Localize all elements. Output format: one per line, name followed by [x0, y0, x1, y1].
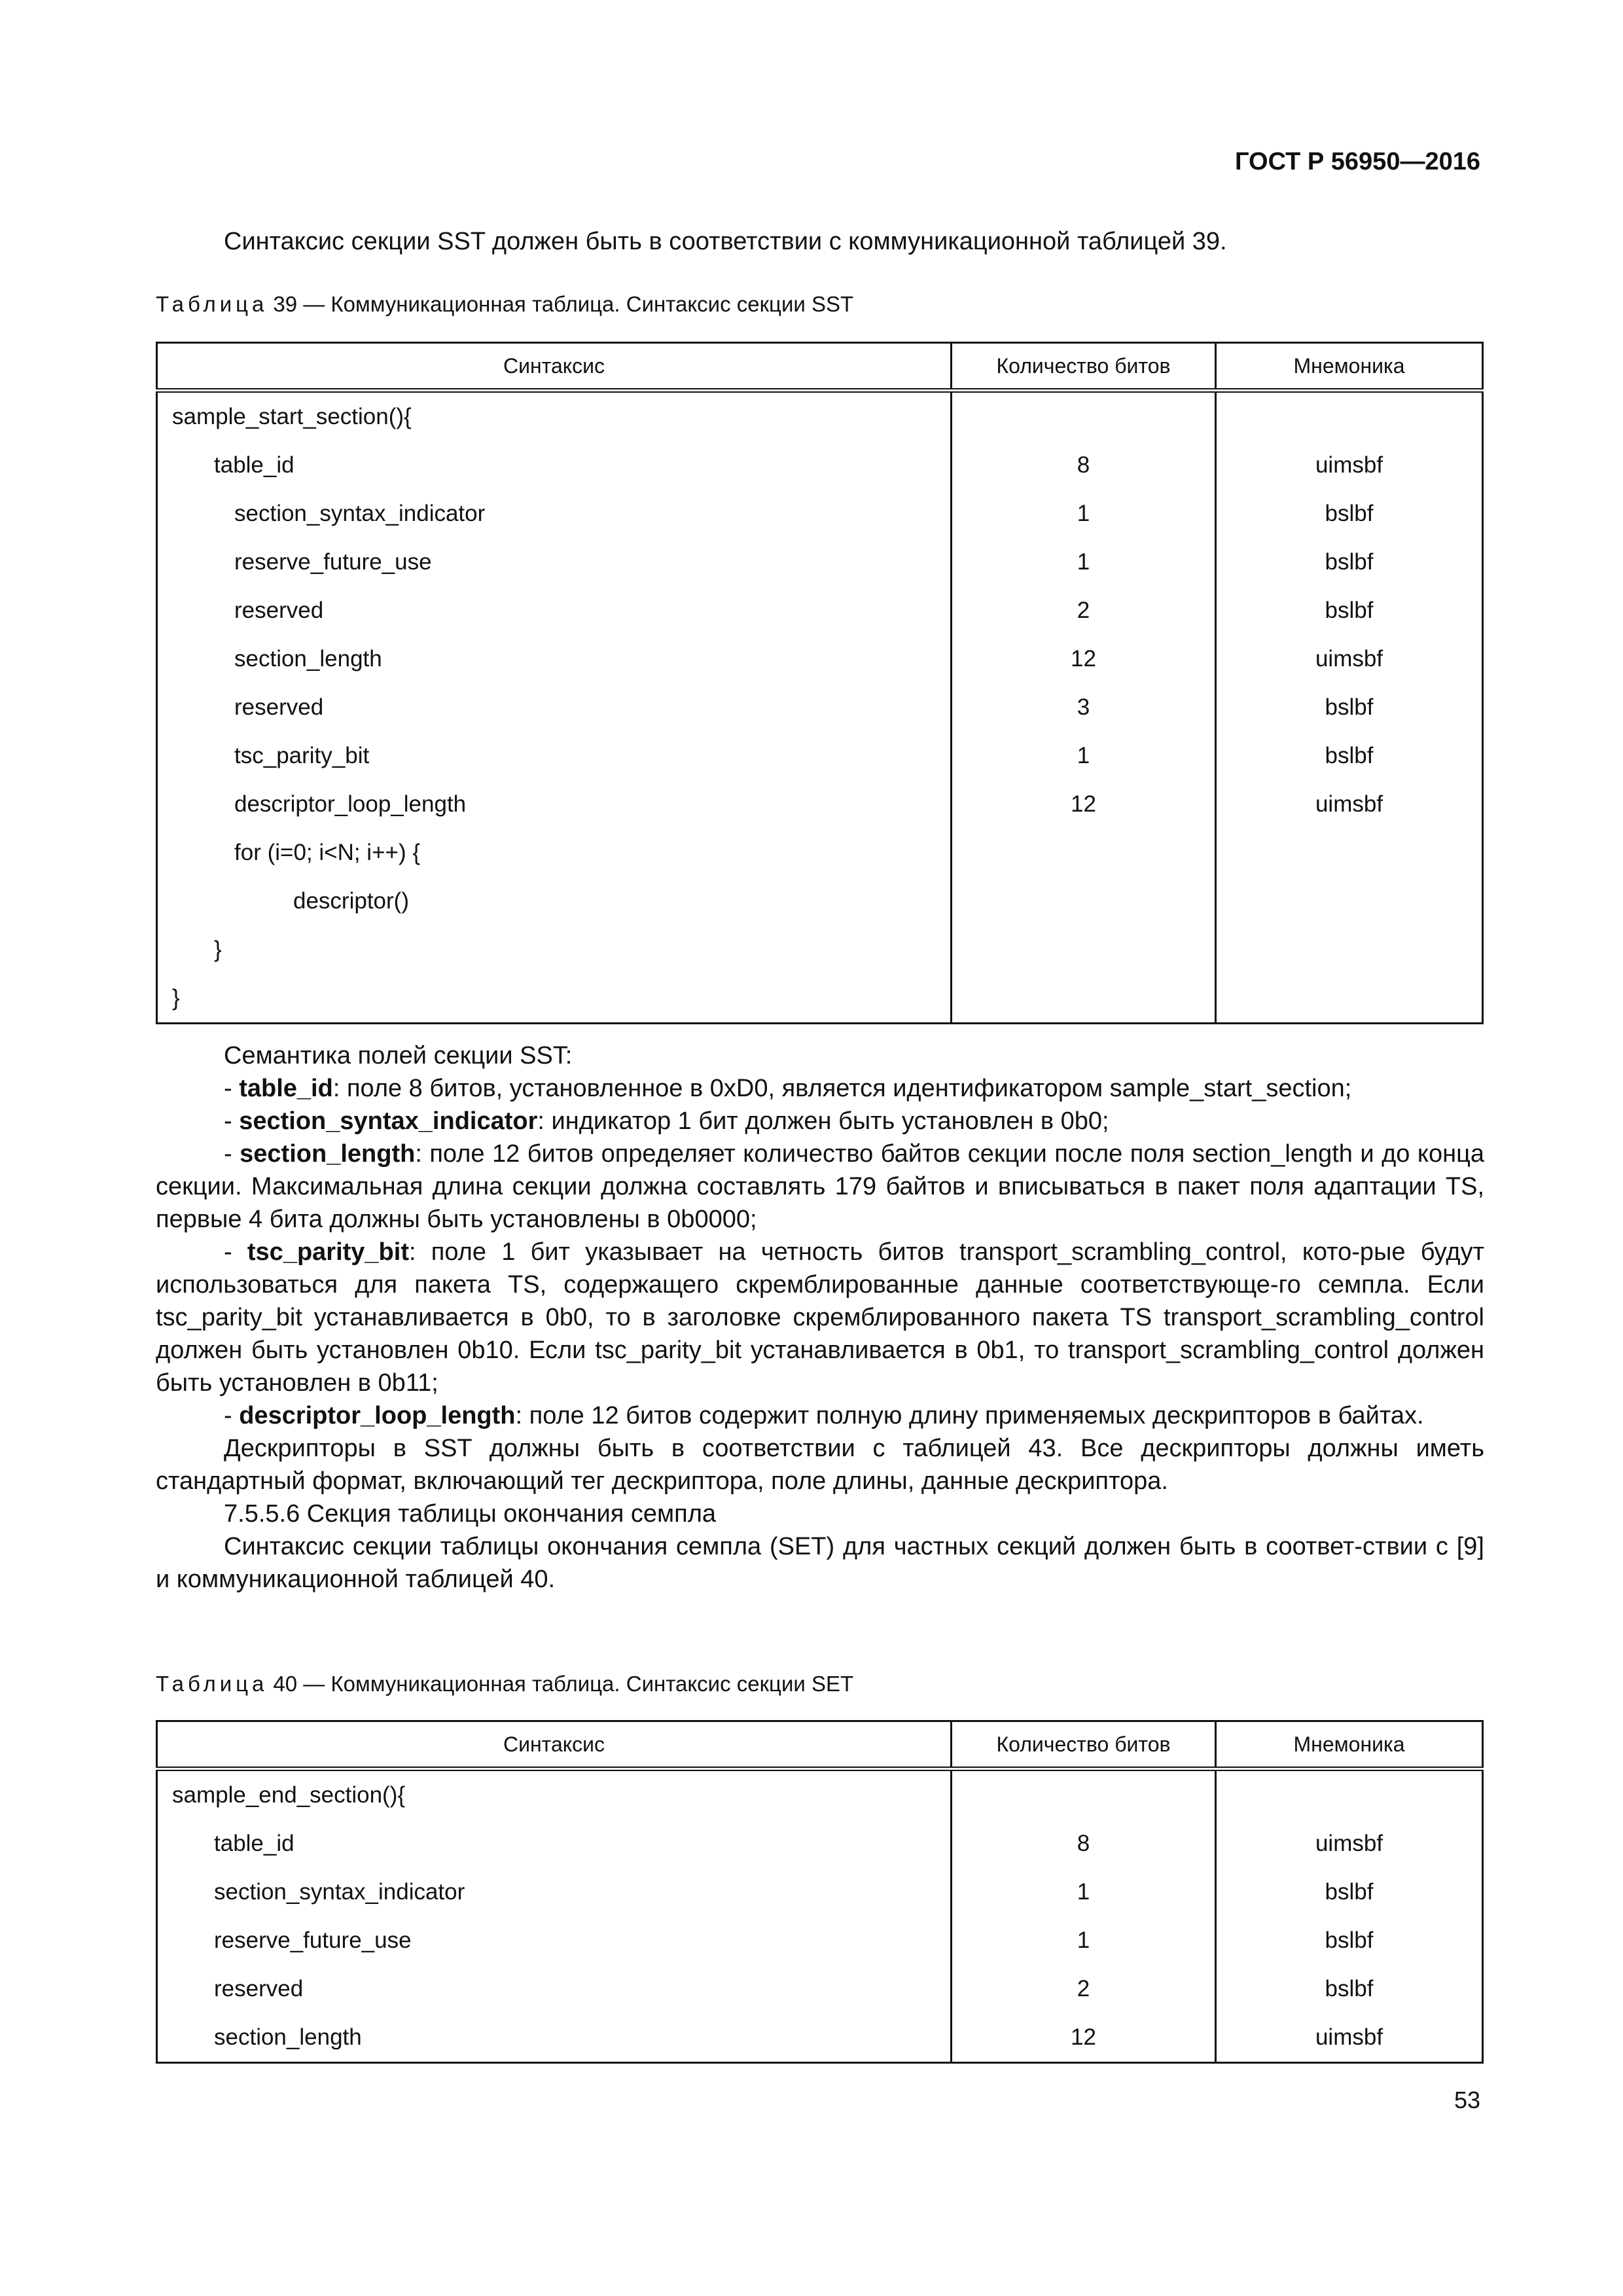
syntax-cell: } [214, 937, 222, 962]
bits-cell: 8 [952, 1820, 1216, 1868]
column-header-bits: Количество битов [952, 1721, 1216, 1769]
caption-text: 39 — Коммуникационная таблица. Синтаксис секции SST [273, 292, 854, 316]
field-description: : поле 1 бит указывает на четность битов transport_scrambling_control, кото-рые будут использоваться для пакета TS, содержащего скремблированные данные соответствующе-го семпла. Если tsc_parity_bit устанавливается в 0b0, то в заголовке скремблированного пакета TS transport_scrambling_control должен быть установлен 0b10. Если tsc_parity_bit устанавливается в 0b1, то transport_scrambling_control должен быть установлен в 0b11; [156, 1238, 1484, 1397]
column-header-syntax: Синтаксис [157, 1721, 952, 1769]
bits-cell [952, 877, 1216, 925]
mnemonic-cell: uimsbf [1216, 1820, 1483, 1868]
bits-cell: 12 [952, 2013, 1216, 2063]
mnemonic-cell: bslbf [1216, 490, 1483, 538]
bits-cell [952, 1769, 1216, 1820]
table-row [157, 732, 1483, 780]
item-prefix: - [224, 1107, 240, 1135]
descriptors-paragraph: Дескрипторы в SST должны быть в соответствии с таблицей 43. Все дескрипторы должны иметь стандартный формат, включающий тег дескриптора, поле длины, данные дескриптора. [156, 1435, 1484, 1495]
set-paragraph: Синтаксис секции таблицы окончания семпла (SET) для частных секций должен быть в соответ-ствии с [9] и коммуникационной таблицей 40. [156, 1533, 1484, 1593]
syntax-cell: section_length [234, 646, 382, 672]
table-row [157, 877, 1483, 925]
table-row [157, 780, 1483, 829]
table-row [157, 1868, 1483, 1916]
mnemonic-cell: bslbf [1216, 732, 1483, 780]
section-heading: 7.5.5.6 Секция таблицы окончания семпла [224, 1500, 717, 1528]
semantics-item [156, 1399, 1484, 1432]
mnemonic-cell: uimsbf [1216, 2013, 1483, 2063]
syntax-cell: sample_start_section(){ [172, 404, 412, 429]
bits-cell: 1 [952, 490, 1216, 538]
bits-cell: 2 [952, 586, 1216, 635]
table-row [157, 635, 1483, 683]
item-prefix: - [224, 1075, 240, 1102]
document-number: ГОСТ Р 56950—2016 [1235, 148, 1480, 175]
field-description: : поле 12 битов содержит полную длину применяемых дескрипторов в байтах. [515, 1402, 1424, 1429]
syntax-cell: reserve_future_use [214, 1928, 412, 1953]
mnemonic-cell [1216, 925, 1483, 974]
syntax-cell: table_id [214, 1831, 294, 1856]
semantics-item [156, 1236, 1484, 1399]
field-description: : индикатор 1 бит должен быть установлен в 0b0; [537, 1107, 1109, 1135]
intro-paragraph: Синтаксис секции SST должен быть в соответствии с коммуникационной таблицей 39. [224, 228, 1227, 255]
syntax-cell: reserved [214, 1976, 304, 2001]
syntax-cell: reserve_future_use [234, 549, 432, 575]
table-header-row [157, 343, 1483, 391]
item-prefix: - [224, 1140, 240, 1168]
semantics-item [156, 1072, 1484, 1105]
bits-cell [952, 974, 1216, 1024]
bits-cell: 1 [952, 1868, 1216, 1916]
mnemonic-cell: bslbf [1216, 1916, 1483, 1965]
table-header-row [157, 1721, 1483, 1769]
syntax-cell: reserved [234, 694, 324, 720]
mnemonic-cell [1216, 974, 1483, 1024]
syntax-cell: section_syntax_indicator [234, 501, 486, 526]
table-row [157, 829, 1483, 877]
column-header-mnemonic: Мнемоника [1216, 1721, 1483, 1769]
table-row [157, 683, 1483, 732]
bits-cell: 2 [952, 1965, 1216, 2013]
column-header-bits: Количество битов [952, 343, 1216, 391]
table-row [157, 490, 1483, 538]
table-row [157, 391, 1483, 442]
table39-caption [156, 292, 853, 317]
table-row [157, 1916, 1483, 1965]
syntax-cell: table_id [214, 452, 294, 478]
page-number: 53 [1454, 2087, 1480, 2113]
syntax-cell: } [172, 985, 180, 1011]
bits-cell: 1 [952, 538, 1216, 586]
table-row [157, 2013, 1483, 2063]
field-term: tsc_parity_bit [247, 1238, 409, 1266]
field-description: : поле 12 битов определяет количество байтов секции после поля section_length и до конца секции. Максимальная длина секции должна составлять 179 байтов и вписываться в пакет поля адаптации TS, первые 4 бита должны быть установлены в 0b0000; [156, 1140, 1484, 1233]
syntax-cell: tsc_parity_bit [234, 743, 370, 768]
mnemonic-cell: bslbf [1216, 538, 1483, 586]
semantics-heading: Семантика полей секции SST: [224, 1042, 573, 1069]
table-row [157, 1965, 1483, 2013]
field-term: section_syntax_indicator [239, 1107, 538, 1135]
field-description: : поле 8 битов, установленное в 0xD0, является идентификатором sample_start_section; [332, 1075, 1352, 1102]
caption-label: Таблица [156, 292, 268, 316]
mnemonic-cell: bslbf [1216, 1868, 1483, 1916]
bits-cell: 1 [952, 1916, 1216, 1965]
field-term: table_id [239, 1075, 333, 1102]
table40-caption [156, 1672, 853, 1696]
caption-text: 40 — Коммуникационная таблица. Синтаксис секции SET [273, 1672, 854, 1696]
item-prefix: - [224, 1402, 240, 1429]
mnemonic-cell: bslbf [1216, 1965, 1483, 2013]
mnemonic-cell: bslbf [1216, 683, 1483, 732]
bits-cell [952, 925, 1216, 974]
table-row [157, 586, 1483, 635]
bits-cell [952, 391, 1216, 442]
mnemonic-cell [1216, 391, 1483, 442]
mnemonic-cell [1216, 1769, 1483, 1820]
bits-cell: 8 [952, 441, 1216, 490]
table-row [157, 1769, 1483, 1820]
syntax-cell: section_syntax_indicator [214, 1879, 465, 1905]
semantics-section [156, 1039, 1484, 1596]
bits-cell [952, 829, 1216, 877]
mnemonic-cell: uimsbf [1216, 780, 1483, 829]
field-term: descriptor_loop_length [239, 1402, 516, 1429]
syntax-cell: section_length [214, 2024, 362, 2050]
syntax-cell: sample_end_section(){ [172, 1782, 406, 1808]
field-term: section_length [240, 1140, 416, 1168]
table39 [156, 342, 1484, 1024]
caption-label: Таблица [156, 1672, 268, 1696]
table-row [157, 538, 1483, 586]
syntax-cell: descriptor_loop_length [234, 791, 467, 817]
bits-cell: 3 [952, 683, 1216, 732]
column-header-syntax: Синтаксис [157, 343, 952, 391]
syntax-cell: descriptor() [293, 888, 409, 914]
table-row [157, 925, 1483, 974]
mnemonic-cell: uimsbf [1216, 441, 1483, 490]
mnemonic-cell: bslbf [1216, 586, 1483, 635]
table-row [157, 974, 1483, 1024]
bits-cell: 12 [952, 635, 1216, 683]
mnemonic-cell [1216, 829, 1483, 877]
semantics-item [156, 1138, 1484, 1236]
item-prefix: - [224, 1238, 247, 1266]
table-row [157, 441, 1483, 490]
table40 [156, 1720, 1484, 2064]
bits-cell: 1 [952, 732, 1216, 780]
mnemonic-cell: uimsbf [1216, 635, 1483, 683]
bits-cell: 12 [952, 780, 1216, 829]
syntax-cell: for (i=0; i<N; i++) { [234, 840, 421, 865]
syntax-cell: reserved [234, 598, 324, 623]
mnemonic-cell [1216, 877, 1483, 925]
table-row [157, 1820, 1483, 1868]
semantics-item [156, 1105, 1484, 1138]
column-header-mnemonic: Мнемоника [1216, 343, 1483, 391]
